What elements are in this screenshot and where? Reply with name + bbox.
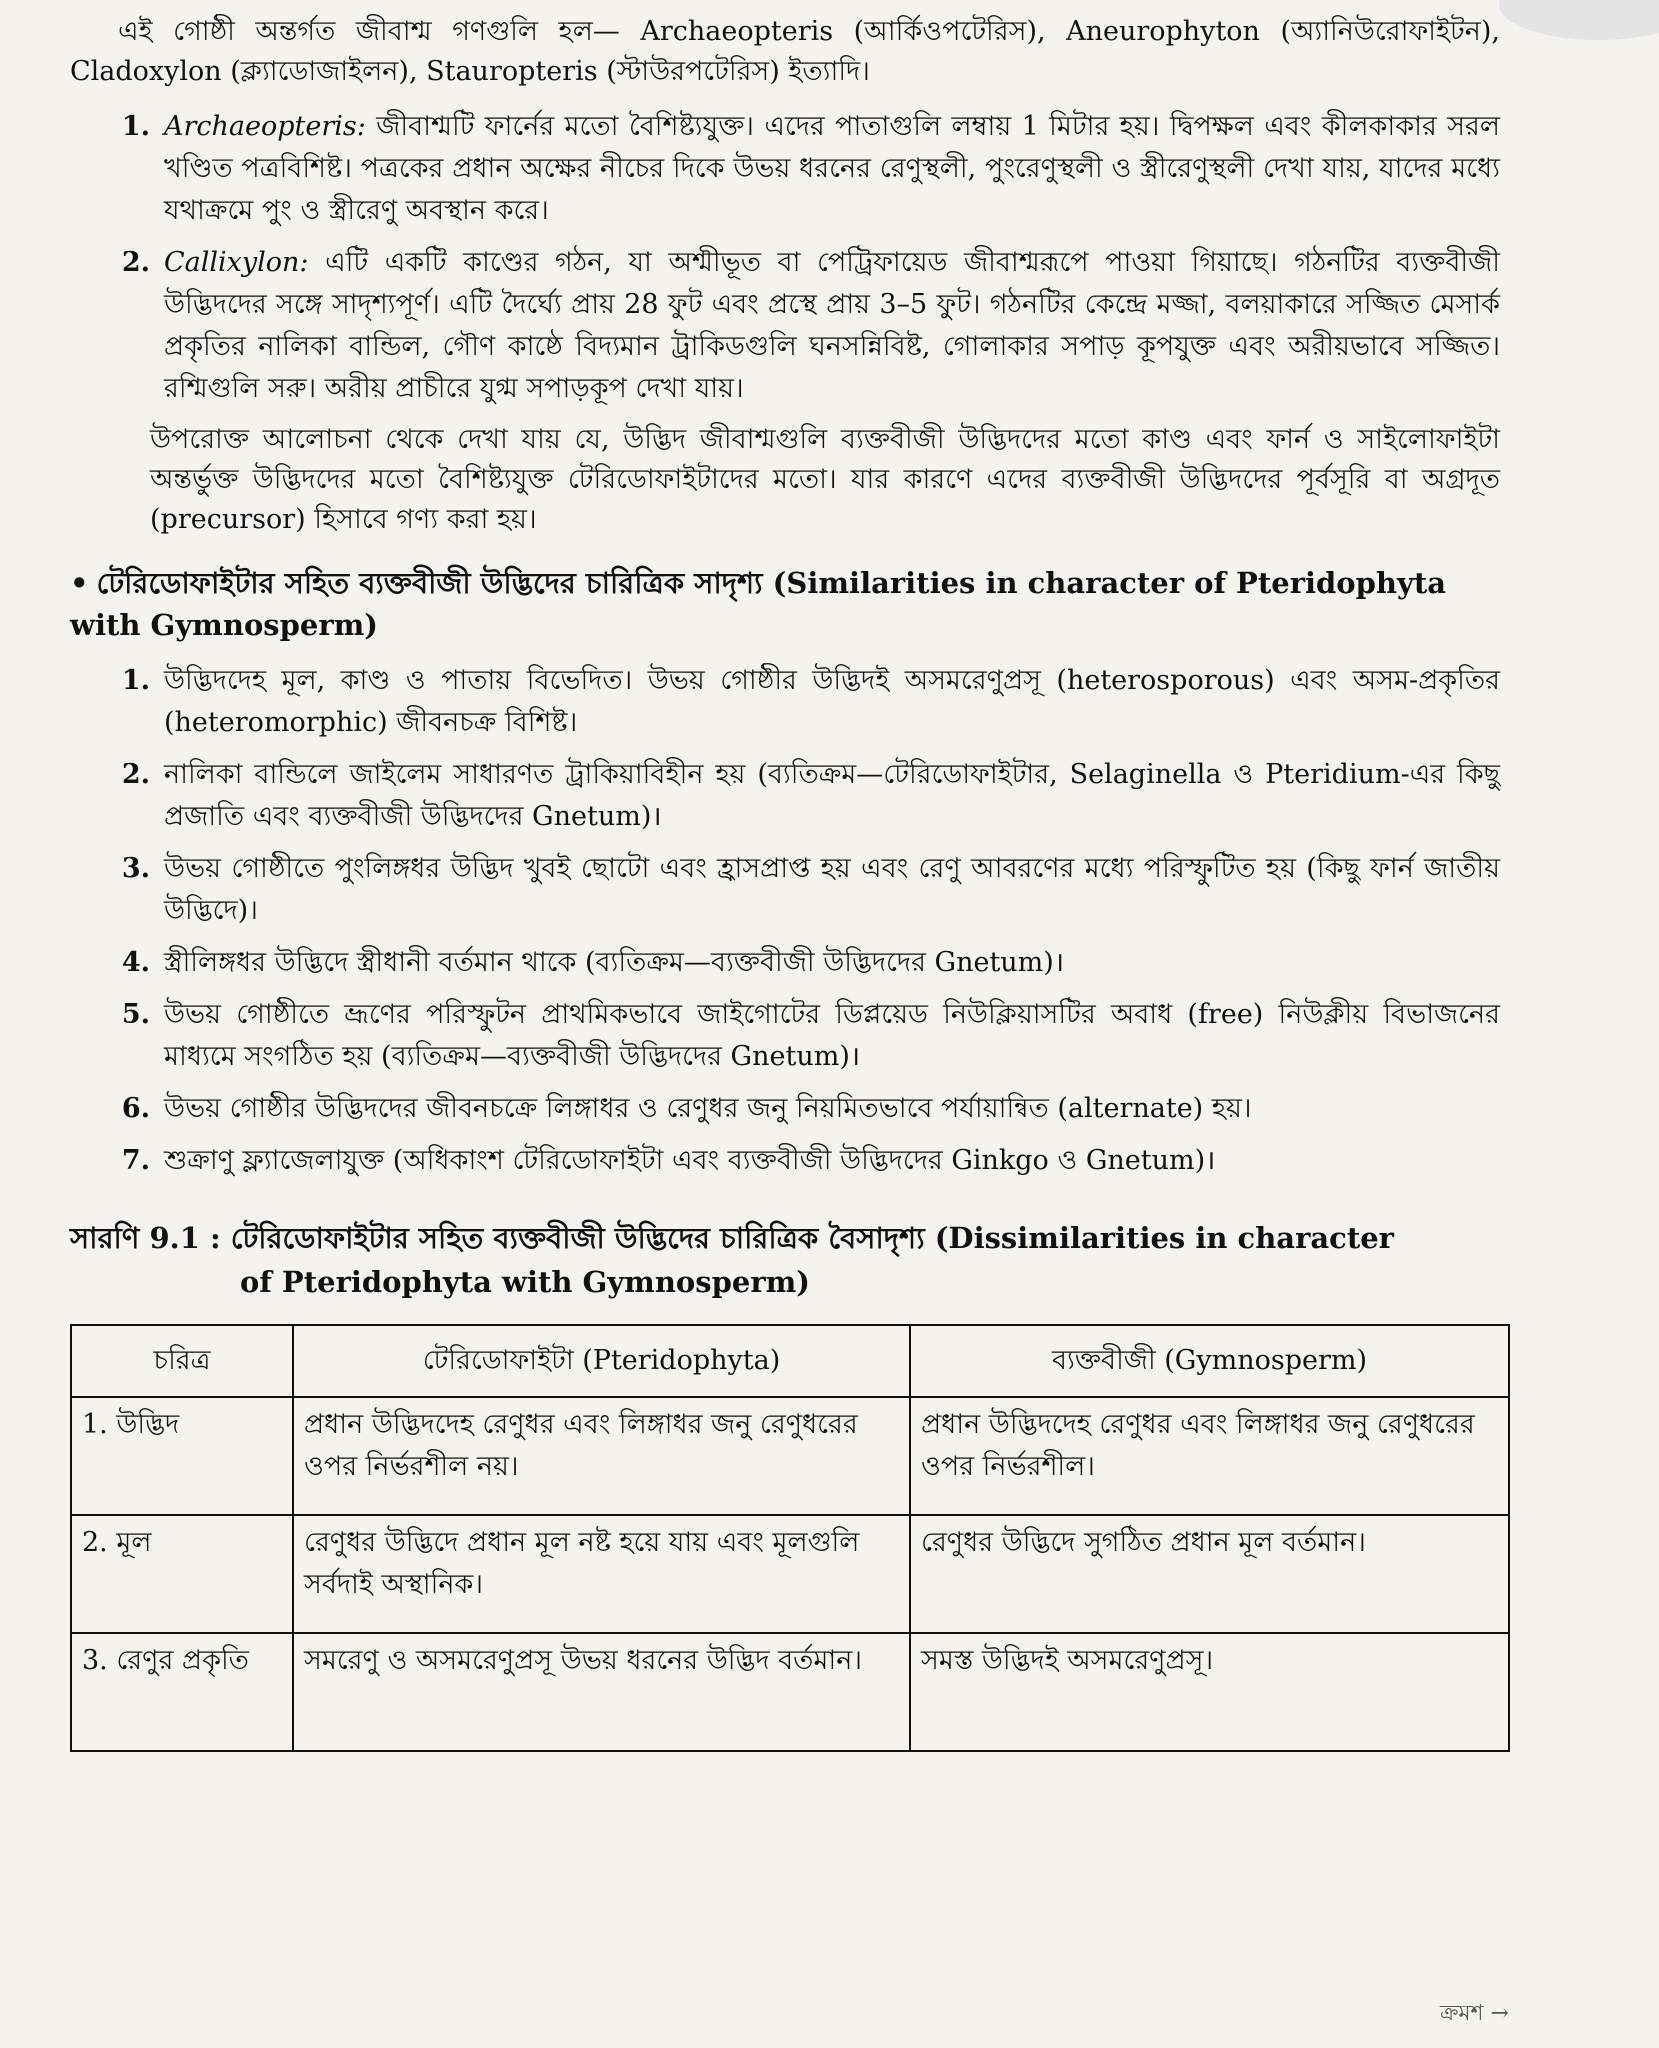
- list-item: [70, 754, 1500, 838]
- column-header: টেরিডোফাইটা (Pteridophyta): [293, 1325, 910, 1397]
- table-row: [71, 1515, 1509, 1633]
- item-text: উভয় গোষ্ঠীর উদ্ভিদদের জীবনচক্রে লিঙ্গাধর ও রেণুধর জনু নিয়মিতভাবে পর্যায়ান্বিত (alternate) হয়।: [164, 1093, 1252, 1124]
- fossil-genus: Archaeopteris:: [164, 111, 366, 142]
- table-cell: 1. উদ্ভিদ: [71, 1397, 293, 1515]
- item-text: উভয় গোষ্ঠীতে পুংলিঙ্গধর উদ্ভিদ খুবই ছোটো এবং হ্রাসপ্রাপ্ত হয় এবং রেণু আবরণের মধ্যে পরিস্ফুটিত হয় (কিছু ফার্ন জাতীয় উদ্ভিদে)।: [164, 853, 1500, 926]
- summary-paragraph: উপরোক্ত আলোচনা থেকে দেখা যায় যে, উদ্ভিদ জীবাশ্মগুলি ব্যক্তবীজী উদ্ভিদদের মতো কাণ্ড এবং ফার্ন ও সাইলোফাইটা অন্তর্ভুক্ত উদ্ভিদদের মতো বৈশিষ্ট্যযুক্ত টেরিডোফাইটাদের মতো। যার কারণে এদের ব্যক্তবীজী উদ্ভিদদের পূর্বসূরি বা অগ্রদূত (precursor) হিসাবে গণ্য করা হয়।: [150, 424, 1500, 535]
- dissimilarity-table: [70, 1324, 1510, 1752]
- similarity-heading-text: টেরিডোফাইটার সহিত ব্যক্তবীজী উদ্ভিদের চারিত্রিক সাদৃশ্য (Similarities in character of Pteridophyta with Gymnosperm): [70, 566, 1447, 642]
- table-caption: [70, 1216, 1500, 1304]
- continued-marker: ক্রমশ →: [1439, 2001, 1509, 2026]
- table-cell: সমরেণু ও অসমরেণুপ্রসূ উভয় ধরনের উদ্ভিদ বর্তমান।: [293, 1633, 910, 1751]
- item-number: 1.: [121, 111, 150, 142]
- table-cell: প্রধান উদ্ভিদদেহ রেণুধর এবং লিঙ্গাধর জনু রেণুধরের ওপর নির্ভরশীল নয়।: [293, 1397, 910, 1515]
- table-cell: রেণুধর উদ্ভিদে সুগঠিত প্রধান মূল বর্তমান।: [910, 1515, 1509, 1633]
- table-header-row: [71, 1325, 1509, 1397]
- item-number: 7.: [121, 1145, 150, 1176]
- fossil-genus: Callixylon:: [164, 247, 309, 278]
- item-text: শুক্রাণু ফ্ল্যাজেলাযুক্ত (অধিকাংশ টেরিডোফাইটা এবং ব্যক্তবীজী উদ্ভিদদের Ginkgo ও Gnetum)।: [164, 1145, 1216, 1176]
- table-caption-line2: of Pteridophyta with Gymnosperm): [240, 1265, 811, 1299]
- similarity-heading: [70, 562, 1500, 646]
- page-corner-shadow: [1499, 0, 1659, 40]
- item-text: উদ্ভিদদেহ মূল, কাণ্ড ও পাতায় বিভেদিত। উভয় গোষ্ঠীর উদ্ভিদই অসমরেণুপ্রসূ (heterosporous) এবং অসম-প্রকৃতির (heteromorphic) জীবনচক্র বিশিষ্ট।: [164, 665, 1500, 738]
- item-text: উভয় গোষ্ঠীতে ভ্রূণের পরিস্ফুটন প্রাথমিকভাবে জাইগোটের ডিপ্লয়েড নিউক্লিয়াসটির অবাধ (free) নিউক্লীয় বিভাজনের মাধ্যমে সংগঠিত হয় (ব্যতিক্রম—ব্যক্তবীজী উদ্ভিদদের Gnetum)।: [164, 999, 1500, 1072]
- fossil-item: [70, 242, 1500, 410]
- intro-paragraph: এই গোষ্ঠী অন্তর্গত জীবাশ্ম গণগুলি হল— Archaeopteris (আর্কিওপটেরিস), Aneurophyton (অ্যানিউরোফাইটন), Cladoxylon (ক্ল্যাডোজাইলন), Stauropteris (স্টাউরপটেরিস) ইত্যাদি।: [70, 16, 1500, 87]
- item-text: নালিকা বান্ডিলে জাইলেম সাধারণত ট্রাকিয়াবিহীন হয় (ব্যতিক্রম—টেরিডোফাইটার, Selaginella ও Pteridium-এর কিছু প্রজাতি এবং ব্যক্তবীজী উদ্ভিদদের Gnetum)।: [164, 759, 1500, 832]
- fossil-description: এটি একটি কাণ্ডের গঠন, যা অশ্মীভূত বা পেট্রিফায়েড জীবাশ্মরূপে পাওয়া গিয়াছে। গঠনটির ব্যক্তবীজী উদ্ভিদদের সঙ্গে সাদৃশ্যপূর্ণ। এটি দৈর্ঘ্যে প্রায় 28 ফুট এবং প্রস্থে প্রায় 3–5 ফুট। গঠনটির কেন্দ্রে মজ্জা, বলয়াকারে সজ্জিত মেসার্ক প্রকৃতির নালিকা বান্ডিল, গৌণ কাষ্ঠে বিদ্যমান ট্রাকিডগুলি ঘনসন্নিবিষ্ট, গোলাকার সপাড় কূপযুক্ত এবং অরীয়ভাবে সজ্জিত। রশ্মিগুলি সরু। অরীয় প্রাচীরে যুগ্ম সপাড়কূপ দেখা যায়।: [164, 247, 1500, 404]
- table-cell: রেণুধর উদ্ভিদে প্রধান মূল নষ্ট হয়ে যায় এবং মূলগুলি সর্বদাই অস্থানিক।: [293, 1515, 910, 1633]
- item-number: 2.: [121, 247, 150, 278]
- table-cell: 2. মূল: [71, 1515, 293, 1633]
- table-row: [71, 1633, 1509, 1751]
- document-page: [70, 0, 1500, 1752]
- item-number: 5.: [121, 999, 150, 1030]
- fossil-description: জীবাশ্মটি ফার্নের মতো বৈশিষ্ট্যযুক্ত। এদের পাতাগুলি লম্বায় 1 মিটার হয়। দ্বিপক্ষল এবং কীলকাকার সরল খণ্ডিত পত্রবিশিষ্ট। পত্রকের প্রধান অক্ষের নীচের দিকে উভয় ধরনের রেণুস্থলী, পুংরেণুস্থলী ও স্ত্রীরেণুস্থলী দেখা যায়, যাদের মধ্যে যথাক্রমে পুং ও স্ত্রীরেণু অবস্থান করে।: [164, 111, 1500, 226]
- item-number: 6.: [121, 1093, 150, 1124]
- fossil-list: [70, 106, 1500, 410]
- table-caption-label: সারণি 9.1 :: [70, 1221, 221, 1255]
- list-item: [70, 942, 1500, 984]
- bullet-icon: •: [70, 566, 89, 600]
- item-number: 1.: [121, 665, 150, 696]
- table-caption-line1: টেরিডোফাইটার সহিত ব্যক্তবীজী উদ্ভিদের চারিত্রিক বৈসাদৃশ্য (Dissimilarities in character: [230, 1221, 1394, 1255]
- list-item: [70, 848, 1500, 932]
- table-cell: 3. রেণুর প্রকৃতি: [71, 1633, 293, 1751]
- table-cell: সমস্ত উদ্ভিদই অসমরেণুপ্রসূ।: [910, 1633, 1509, 1751]
- list-item: [70, 994, 1500, 1078]
- list-item: [70, 660, 1500, 744]
- table-row: [71, 1397, 1509, 1515]
- list-item: [70, 1140, 1500, 1182]
- column-header: চরিত্র: [71, 1325, 293, 1397]
- fossil-item: [70, 106, 1500, 232]
- item-text: স্ত্রীলিঙ্গধর উদ্ভিদে স্ত্রীধানী বর্তমান থাকে (ব্যতিক্রম—ব্যক্তবীজী উদ্ভিদদের Gnetum)।: [164, 947, 1065, 978]
- item-number: 2.: [121, 759, 150, 790]
- item-number: 4.: [121, 947, 150, 978]
- item-number: 3.: [121, 853, 150, 884]
- list-item: [70, 1088, 1500, 1130]
- table-cell: প্রধান উদ্ভিদদেহ রেণুধর এবং লিঙ্গাধর জনু রেণুধরের ওপর নির্ভরশীল।: [910, 1397, 1509, 1515]
- similarity-list: [70, 660, 1500, 1182]
- column-header: ব্যক্তবীজী (Gymnosperm): [910, 1325, 1509, 1397]
